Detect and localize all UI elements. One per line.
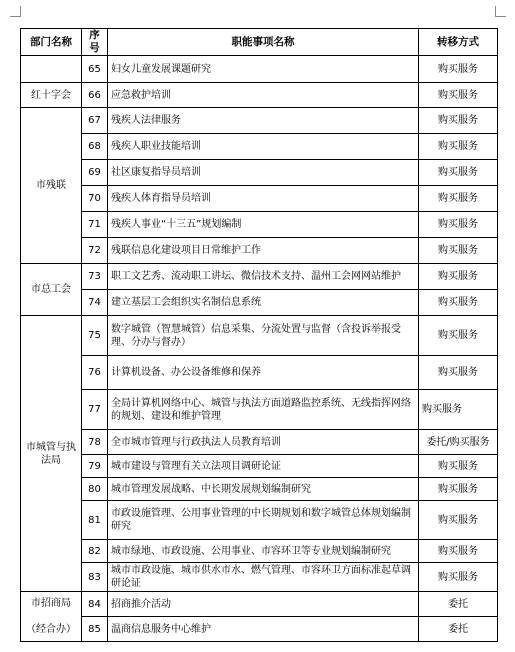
row-mode: 购买服务 [419, 108, 498, 134]
row-number: 71 [82, 212, 108, 238]
table-row [21, 501, 498, 540]
dept-name-line1: 市招商局 [31, 598, 71, 609]
row-mode: 购买服务 [419, 290, 498, 316]
row-item: 社区康复指导员培训 [108, 160, 419, 186]
table-row [21, 108, 498, 134]
row-mode: 购买服务 [419, 186, 498, 212]
row-item: 市政设施管理、公用事业管理的中长期规划和数字城管总体规划编制研究 [108, 501, 419, 540]
row-item: 残疾人职业技能培训 [108, 134, 419, 160]
header-dept: 部门名称 [21, 29, 82, 56]
header-item: 职能事项名称 [108, 29, 419, 56]
crop-mark-right [495, 6, 506, 17]
row-mode: 购买服务 [419, 563, 498, 592]
row-item: 城市绿地、市政设施、公用事业、市容环卫等专业规划编制研究 [108, 540, 419, 563]
header-row [21, 29, 498, 56]
row-number: 80 [82, 478, 108, 501]
row-mode: 购买服务 [419, 212, 498, 238]
row-number: 77 [82, 390, 108, 430]
row-item: 妇女儿童发展课题研究 [108, 56, 419, 83]
row-item: 招商推介活动 [108, 592, 419, 617]
row-item: 城市建设与管理有关立法项目调研论证 [108, 455, 419, 478]
table-row [21, 356, 498, 390]
table-row [21, 390, 498, 430]
row-mode: 购买服务 [419, 238, 498, 264]
dept-cell [21, 316, 82, 592]
row-mode: 购买服务 [419, 478, 498, 501]
table-row [21, 540, 498, 563]
row-mode: 购买服务 [419, 83, 498, 108]
table-row [21, 430, 498, 455]
row-item: 数字城管（智慧城管）信息采集、分流处置与监督（含投诉举报受理、分办与督办） [108, 316, 419, 356]
dept-cell: 市残联 [21, 108, 82, 264]
table-row [21, 592, 498, 617]
row-item: 全局计算机网络中心、城管与执法方面道路监控系统、无线指挥网络的规划、建设和维护管理 [108, 390, 419, 430]
row-item: 城市市政设施、城市供水市水、燃气管理、市容环卫方面标准起草调研论证 [108, 563, 419, 592]
row-item: 全市城市管理与行政执法人员教育培训 [108, 430, 419, 455]
table-row [21, 478, 498, 501]
row-item: 建立基层工会组织实名制信息系统 [108, 290, 419, 316]
row-number: 67 [82, 108, 108, 134]
table-row [21, 238, 498, 264]
row-item: 城市管理发展战略、中长期发展规划编制研究 [108, 478, 419, 501]
row-mode: 购买服务 [419, 390, 498, 430]
row-item: 温商信息服务中心维护 [108, 617, 419, 642]
table-row [21, 290, 498, 316]
table-row [21, 563, 498, 592]
row-number: 76 [82, 356, 108, 390]
row-number: 70 [82, 186, 108, 212]
dept-cell-empty [21, 56, 82, 83]
row-mode: 购买服务 [419, 160, 498, 186]
table-row [21, 316, 498, 356]
row-number: 83 [82, 563, 108, 592]
row-item: 计算机设备、办公设备维修和保养 [108, 356, 419, 390]
dept-cell: 市总工会 [21, 264, 82, 316]
dept-name-line2: （经合办） [26, 624, 76, 635]
row-mode: 购买服务 [419, 56, 498, 83]
row-mode: 购买服务 [419, 356, 498, 390]
table-row [21, 455, 498, 478]
table-row [21, 56, 498, 83]
row-item: 残疾人事业“十三五”规划编制 [108, 212, 419, 238]
row-number: 74 [82, 290, 108, 316]
dept-name-line1: 市城管与执 [26, 441, 76, 453]
row-number: 65 [82, 56, 108, 83]
table-row [21, 617, 498, 642]
row-item: 残疾人法律服务 [108, 108, 419, 134]
row-item: 残疾人体育指导员培训 [108, 186, 419, 212]
table-row [21, 212, 498, 238]
row-number: 82 [82, 540, 108, 563]
crop-mark-left [10, 6, 21, 17]
dept-cell: 红十字会 [21, 83, 82, 108]
row-mode: 购买服务 [419, 134, 498, 160]
table-row [21, 83, 498, 108]
row-number: 85 [82, 617, 108, 642]
header-mode: 转移方式 [419, 29, 498, 56]
table-row [21, 160, 498, 186]
row-mode: 购买服务 [419, 501, 498, 540]
row-number: 66 [82, 83, 108, 108]
row-mode: 委托 [419, 617, 498, 642]
row-mode: 购买服务 [419, 540, 498, 563]
row-mode: 购买服务 [419, 316, 498, 356]
dept-name-line2: 法局 [41, 454, 61, 466]
row-item: 残联信息化建设项目日常维护工作 [108, 238, 419, 264]
table-row [21, 186, 498, 212]
row-number: 73 [82, 264, 108, 290]
row-number: 79 [82, 455, 108, 478]
row-mode: 购买服务 [419, 455, 498, 478]
row-number: 68 [82, 134, 108, 160]
row-item: 职工文艺秀、流动职工讲坛、微信技术支持、温州工会网网站维护 [108, 264, 419, 290]
header-num: 序号 [82, 29, 108, 56]
row-mode: 委托 [419, 592, 498, 617]
row-number: 72 [82, 238, 108, 264]
row-number: 75 [82, 316, 108, 356]
row-item: 应急救护培训 [108, 83, 419, 108]
row-mode: 委托/购买服务 [419, 430, 498, 455]
function-transfer-table [20, 28, 498, 642]
dept-cell [21, 592, 82, 642]
row-number: 81 [82, 501, 108, 540]
table-row [21, 134, 498, 160]
row-mode: 购买服务 [419, 264, 498, 290]
row-number: 78 [82, 430, 108, 455]
table-row [21, 264, 498, 290]
row-number: 84 [82, 592, 108, 617]
row-number: 69 [82, 160, 108, 186]
